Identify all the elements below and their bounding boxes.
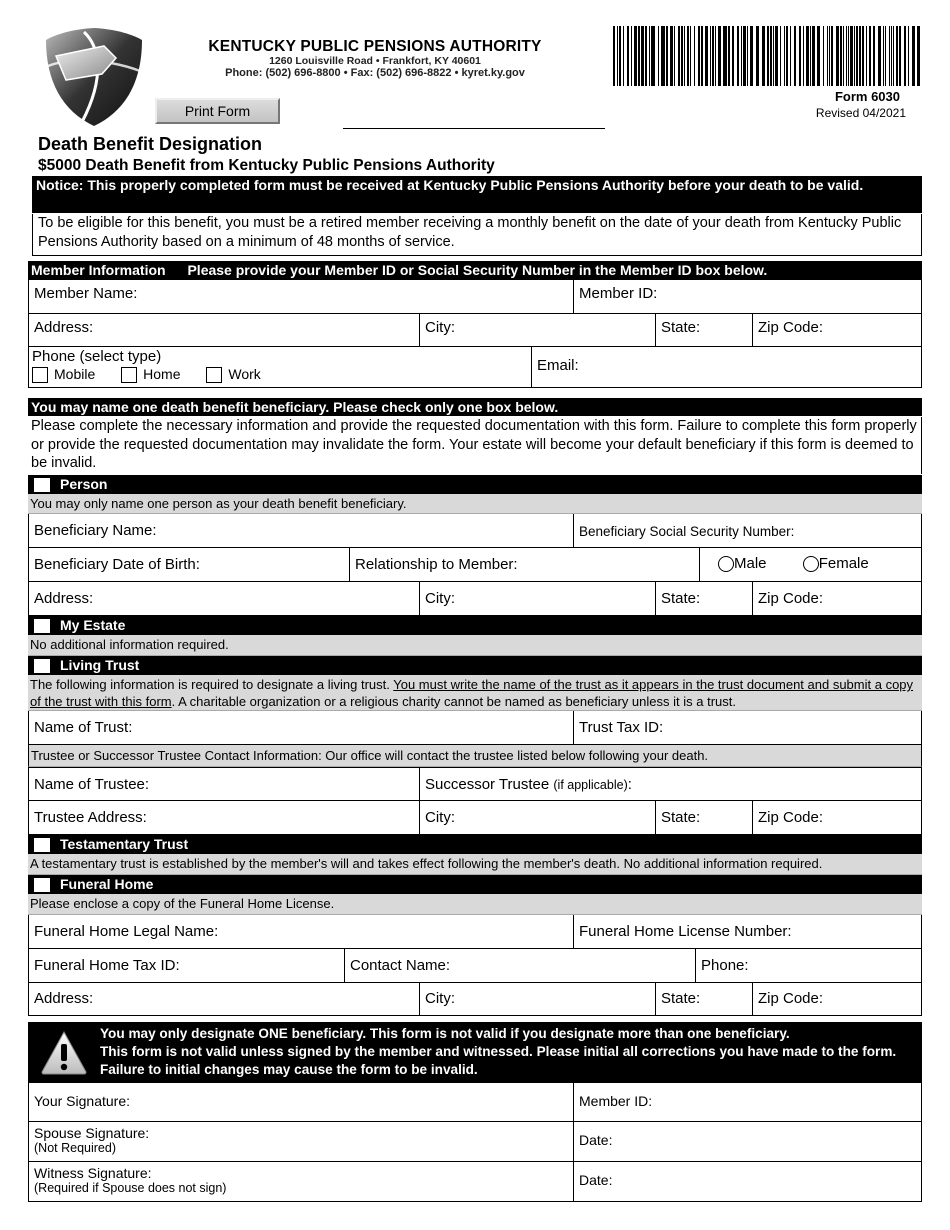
organization-name: KENTUCKY PUBLIC PENSIONS AUTHORITY [208,38,542,55]
male-radio[interactable] [718,556,734,572]
living-trust-option-heading [28,656,922,675]
person-heading-label: Person [60,476,108,492]
testamentary-trust-note: A testamentary trust is established by the member's will and takes effect following the member's death. No additional information required. [28,854,922,875]
funeral-home-legal-name-label: Funeral Home Legal Name: [34,923,219,940]
barcode-icon [613,26,923,86]
spouse-signature-field[interactable] [29,1122,574,1161]
estate-checkbox[interactable] [34,619,50,633]
beneficiary-dob-label: Beneficiary Date of Birth: [34,556,200,573]
kentucky-shield-logo-icon [44,26,144,128]
beneficiary-city-label: City: [425,590,455,607]
successor-trustee-label: Successor Trustee [425,776,550,793]
funeral-home-phone-label: Phone: [701,957,749,974]
person-note: You may only name one person as your death benefit beneficiary. [28,494,922,514]
member-contact-row [28,347,922,388]
trust-name-label: Name of Trust: [34,719,133,736]
trust-tax-id-field[interactable] [574,711,921,744]
spouse-date-field[interactable] [574,1122,921,1161]
spouse-signature-note: (Not Required) [34,1141,116,1155]
spouse-signature-row [28,1122,922,1162]
member-city-field[interactable] [420,314,656,346]
funeral-home-city-field[interactable] [420,983,656,1015]
trust-name-row [28,711,922,745]
funeral-home-zip-label: Zip Code: [758,990,824,1007]
person-checkbox[interactable] [34,478,50,492]
testamentary-trust-heading-label: Testamentary Trust [60,836,189,852]
trustee-contact-note: Trustee or Successor Trustee Contact Information: Our office will contact the trustee listed below following your death. [28,745,922,767]
beneficiary-name-field[interactable] [29,514,574,547]
successor-trustee-field[interactable] [420,768,921,800]
header-divider [343,128,605,129]
testamentary-trust-option-heading [28,835,922,854]
beneficiary-zip-label: Zip Code: [758,590,824,607]
member-email-field[interactable] [532,347,921,387]
phone-mobile-checkbox[interactable] [32,367,48,383]
funeral-home-heading-label: Funeral Home [60,876,154,892]
beneficiary-state-field[interactable] [656,582,753,615]
funeral-home-city-label: City: [425,990,455,1007]
member-address-row [28,314,922,347]
trustee-city-label: City: [425,809,455,826]
warning-triangle-icon [40,1030,88,1076]
print-form-button[interactable]: Print Form [155,98,280,124]
beneficiary-heading: You may name one death benefit beneficiary. Please check only one box below. [28,398,922,416]
male-label: Male [734,555,767,572]
funeral-home-license-field[interactable] [574,915,921,948]
member-signature-field[interactable] [29,1083,574,1121]
page-subtitle: $5000 Death Benefit from Kentucky Public Pensions Authority [38,157,495,174]
member-name-field[interactable] [29,280,574,313]
living-trust-note [28,675,922,711]
successor-trustee-note: (if applicable) [553,778,628,792]
phone-home-checkbox[interactable] [121,367,137,383]
member-signature-row [28,1082,922,1122]
beneficiary-dob-field[interactable] [29,548,350,581]
living-trust-note-start: The following information is required to designate a living trust. [30,677,394,692]
spouse-date-label: Date: [579,1132,613,1148]
trustee-address-field[interactable] [29,801,420,834]
funeral-home-license-label: Funeral Home License Number: [579,923,792,940]
witness-signature-label: Witness Signature: [34,1165,152,1181]
member-address-label: Address: [34,319,94,336]
member-zip-label: Zip Code: [758,319,824,336]
warning-line-two: This form is not valid unless signed by the member and witnessed. Please initial all corrections you have made to the form. Failure to initial changes may cause the form to be invalid. [100,1044,897,1077]
beneficiary-zip-field[interactable] [753,582,921,615]
warning-line-one: You may only designate ONE beneficiary. This form is not valid if you designate more than one beneficiary. [100,1026,790,1041]
form-number: Form 6030 [834,89,900,104]
estate-heading-label: My Estate [60,617,126,633]
witness-date-field[interactable] [574,1162,921,1201]
member-state-label: State: [661,319,701,336]
form-revision-date: Revised 04/2021 [815,106,906,120]
page-title: Death Benefit Designation [38,134,263,154]
trust-tax-id-label: Trust Tax ID: [579,719,664,736]
trustee-address-label: Trustee Address: [34,809,147,826]
trustee-name-row [28,767,922,801]
beneficiary-state-label: State: [661,590,701,607]
beneficiary-details-row [28,548,922,582]
funeral-home-checkbox[interactable] [34,878,50,892]
signature-member-id-label: Member ID: [579,1093,653,1109]
trustee-city-field[interactable] [420,801,656,834]
living-trust-note-requirement: You must write the name of the trust as it appears in the trust document and submit a copy of the trust with this form [30,677,914,709]
funeral-home-state-label: State: [661,990,701,1007]
trust-name-field[interactable] [29,711,574,744]
notice-body: To be eligible for this benefit, you must be a retired member receiving a monthly benefit on the date of your death from Kentucky Public Pensions Authority based on a minimum of 48 months of service. [32,214,922,256]
notice-heading: Notice: This properly completed form must be received at Kentucky Public Pensions Authority before your death to be valid. [32,176,922,213]
female-radio[interactable] [803,556,819,572]
witness-signature-row [28,1162,922,1202]
beneficiary-ssn-field[interactable] [574,514,921,547]
member-id-field[interactable] [574,280,921,313]
beneficiary-name-label: Beneficiary Name: [34,522,157,539]
trustee-zip-field[interactable] [753,801,921,834]
member-name-label: Member Name: [34,285,138,302]
person-option-heading [28,475,922,494]
beneficiary-ssn-label: Beneficiary Social Security Number: [579,524,795,539]
phone-work-label: Work [228,366,261,382]
member-state-field[interactable] [656,314,753,346]
beneficiary-address-label: Address: [34,590,94,607]
member-id-label: Member ID: [579,285,658,302]
beneficiary-address-field[interactable] [29,582,420,615]
warning-banner [28,1022,922,1082]
funeral-home-address-row [28,983,922,1016]
funeral-home-tax-id-label: Funeral Home Tax ID: [34,957,180,974]
funeral-home-option-heading [28,875,922,894]
funeral-home-contact-row [28,949,922,983]
living-trust-note-end: . A charitable organization or a religious charity cannot be named as beneficiary unless it is a trust. [171,694,736,709]
spouse-signature-label: Spouse Signature: [34,1125,150,1141]
successor-trustee-colon: : [627,776,632,793]
witness-date-label: Date: [579,1172,613,1188]
trustee-name-field[interactable] [29,768,420,800]
funeral-home-name-row [28,915,922,949]
testamentary-trust-checkbox[interactable] [34,838,50,852]
beneficiary-address-row [28,582,922,616]
member-zip-field[interactable] [753,314,921,346]
funeral-home-contact-label: Contact Name: [350,957,451,974]
funeral-home-tax-id-field[interactable] [29,949,345,982]
beneficiary-name-row [28,514,922,548]
funeral-home-contact-field[interactable] [345,949,696,982]
estate-option-heading [28,616,922,635]
trustee-address-row [28,801,922,835]
witness-signature-field[interactable] [29,1162,574,1201]
member-address-field[interactable] [29,314,420,346]
funeral-home-legal-name-field[interactable] [29,915,574,948]
estate-note: No additional information required. [28,635,922,656]
beneficiary-city-field[interactable] [420,582,656,615]
funeral-home-note: Please enclose a copy of the Funeral Home License. [28,894,922,915]
member-phone-field [29,347,532,387]
beneficiary-instructions: Please complete the necessary information and provide the requested documentation with this form. Failure to complete this form properly or provide the requested documentation may invalidate the form. Your estate will become your default beneficiary if this form is deemed to be invalid. [28,417,922,474]
member-email-label: Email: [537,357,579,374]
trustee-state-label: State: [661,809,701,826]
funeral-home-zip-field[interactable] [753,983,921,1015]
gender-selector [700,548,921,581]
funeral-home-state-field[interactable] [656,983,753,1015]
living-trust-checkbox[interactable] [34,659,50,673]
member-signature-label: Your Signature: [34,1093,130,1109]
funeral-home-address-label: Address: [34,990,94,1007]
relationship-field[interactable] [350,548,700,581]
phone-work-checkbox[interactable] [206,367,222,383]
member-city-label: City: [425,319,455,336]
funeral-home-address-field[interactable] [29,983,420,1015]
relationship-label: Relationship to Member: [355,556,518,573]
organization-address: 1260 Louisville Road • Frankfort, KY 40601 [269,55,481,67]
witness-signature-note: (Required if Spouse does not sign) [34,1181,227,1195]
member-info-title: Member Information [31,262,166,278]
trustee-name-label: Name of Trustee: [34,776,150,793]
phone-home-label: Home [143,366,181,382]
trustee-state-field[interactable] [656,801,753,834]
signature-member-id-field[interactable] [574,1083,921,1121]
funeral-home-phone-field[interactable] [696,949,921,982]
organization-contact: Phone: (502) 696-8800 • Fax: (502) 696-8822 • kyret.ky.gov [225,67,525,79]
member-phone-label: Phone (select type) [32,348,162,365]
member-info-heading [28,261,922,280]
member-info-instructions: Please provide your Member ID or Social Security Number in the Member ID box below. [187,262,768,278]
female-label: Female [818,555,869,572]
living-trust-heading-label: Living Trust [60,657,140,673]
phone-mobile-label: Mobile [54,366,96,382]
member-name-row [28,280,922,314]
trustee-zip-label: Zip Code: [758,809,824,826]
